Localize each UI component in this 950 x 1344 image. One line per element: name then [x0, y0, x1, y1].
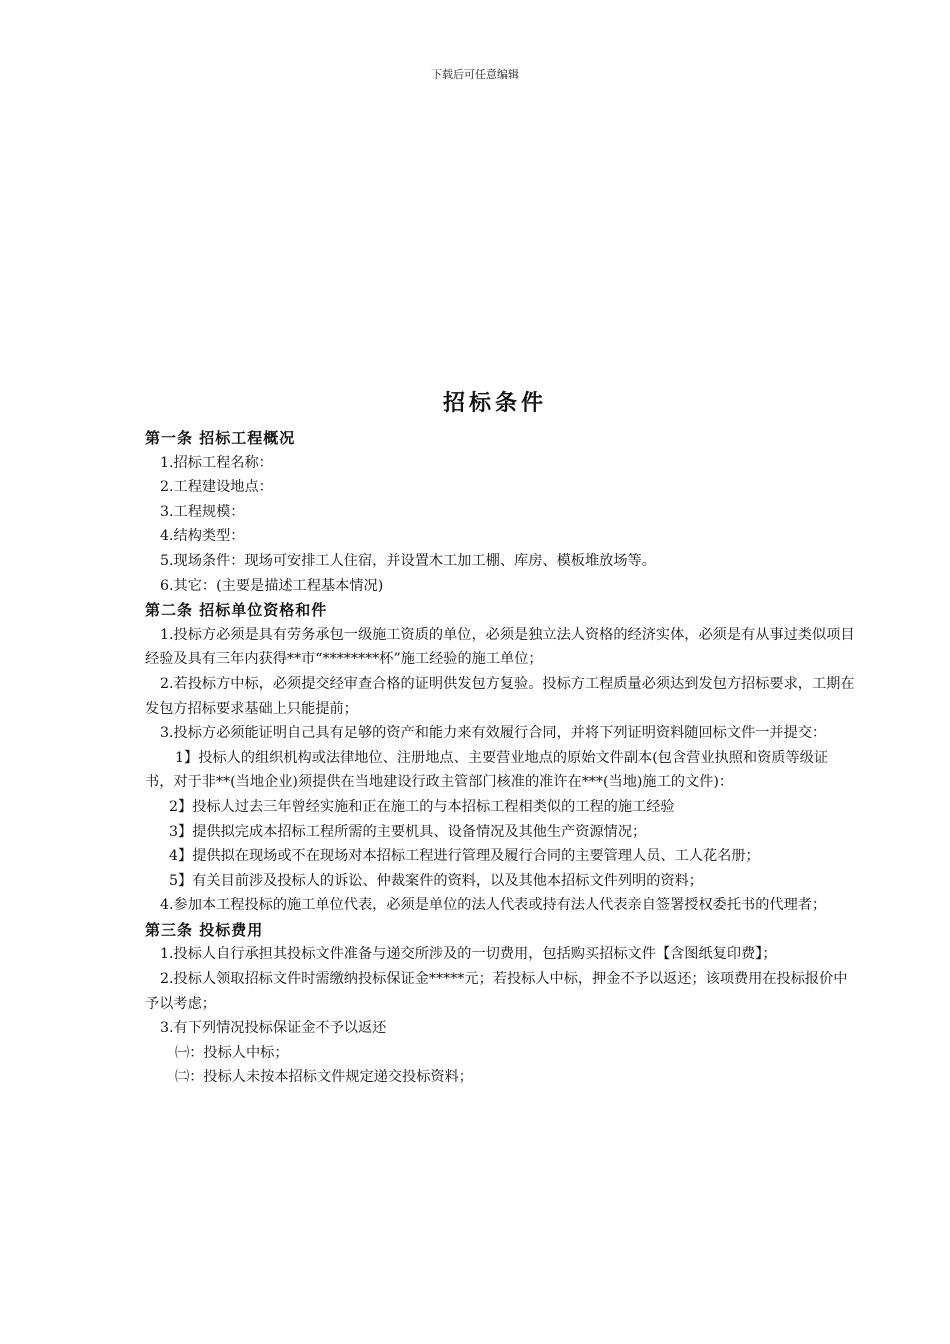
- sub-clause: 3】提供拟完成本招标工程所需的主要机具、设备情况及其他生产资源情况；: [169, 823, 647, 840]
- sub-clause: 4】提供拟在现场或不在现场对本招标工程进行管理及履行合同的主要管理人员、工人花名册；: [169, 848, 760, 865]
- clause: 6.其它：(主要是描述工程基本情况): [160, 577, 384, 594]
- clause: 4.结构类型：: [160, 528, 245, 545]
- clause: 1.投标方必须是具有劳务承包一级施工资质的单位，必须是独立法人资格的经济实体，必须是有从事过类似项目经验及具有三年内获得**市“********杯”施工经验的施工单位；: [145, 626, 855, 668]
- clause: 5.现场条件：现场可安排工人住宿，并设置木工加工棚、库房、模板堆放场等。: [160, 552, 656, 569]
- clause: 3.工程规模：: [160, 503, 245, 520]
- sub-clause: 5】有关目前涉及投标人的诉讼、仲裁案件的资料，以及其他本招标文件列明的资料；: [169, 872, 703, 889]
- section-heading: 第二条 招标单位资格和件: [145, 601, 328, 620]
- sub-clause: ㈠：投标人中标；: [175, 1044, 289, 1061]
- document-body: [145, 426, 855, 1090]
- clause: 4.参加本工程投标的施工单位代表，必须是单位的法人代表或持有法人代表亲自签署授权委托书的代理者；: [160, 897, 827, 914]
- clause: 1.招标工程名称：: [160, 454, 273, 471]
- sub-clause: 1】投标人的组织机构或法律地位、注册地点、主要营业地点的原始文件副本(包含营业执照和资质等级证书，对于非**(当地企业)须提供在当地建设行政主管部门核准的准许在***(当地)施工的文件)：: [145, 749, 829, 791]
- clause: 2.投标人领取招标文件时需缴纳投标保证金*****元；若投标人中标，押金不予以返还；该项费用在投标报价中予以考虑；: [145, 971, 848, 1012]
- clause: 2.若投标方中标，必须提交经审查合格的证明供发包方复验。投标方工程质量必须达到发包方招标要求，工期在发包方招标要求基础上只能提前；: [145, 675, 855, 717]
- sub-clause: ㈡：投标人未按本招标文件规定递交投标资料；: [175, 1069, 473, 1086]
- header-note: 下载后可任意编辑: [431, 68, 519, 81]
- section-heading: 第一条 招标工程概况: [145, 429, 296, 447]
- clause: 3.投标方必须能证明自己具有足够的资产和能力来有效履行合同，并将下列证明资料随回标文件一并提交：: [160, 725, 827, 742]
- page-title: 招标条件: [442, 391, 547, 416]
- clause: 3.有下列情况投标保证金不予以返还: [160, 1020, 387, 1037]
- sub-clause: 2】投标人过去三年曾经实施和正在施工的与本招标工程相类似的工程的施工经验: [169, 798, 675, 815]
- section-heading: 第三条 投标费用: [145, 920, 264, 939]
- clause: 1.投标人自行承担其投标文件准备与递交所涉及的一切费用，包括购买招标文件【含图纸复印费】；: [160, 946, 777, 963]
- clause: 2.工程建设地点：: [160, 479, 273, 496]
